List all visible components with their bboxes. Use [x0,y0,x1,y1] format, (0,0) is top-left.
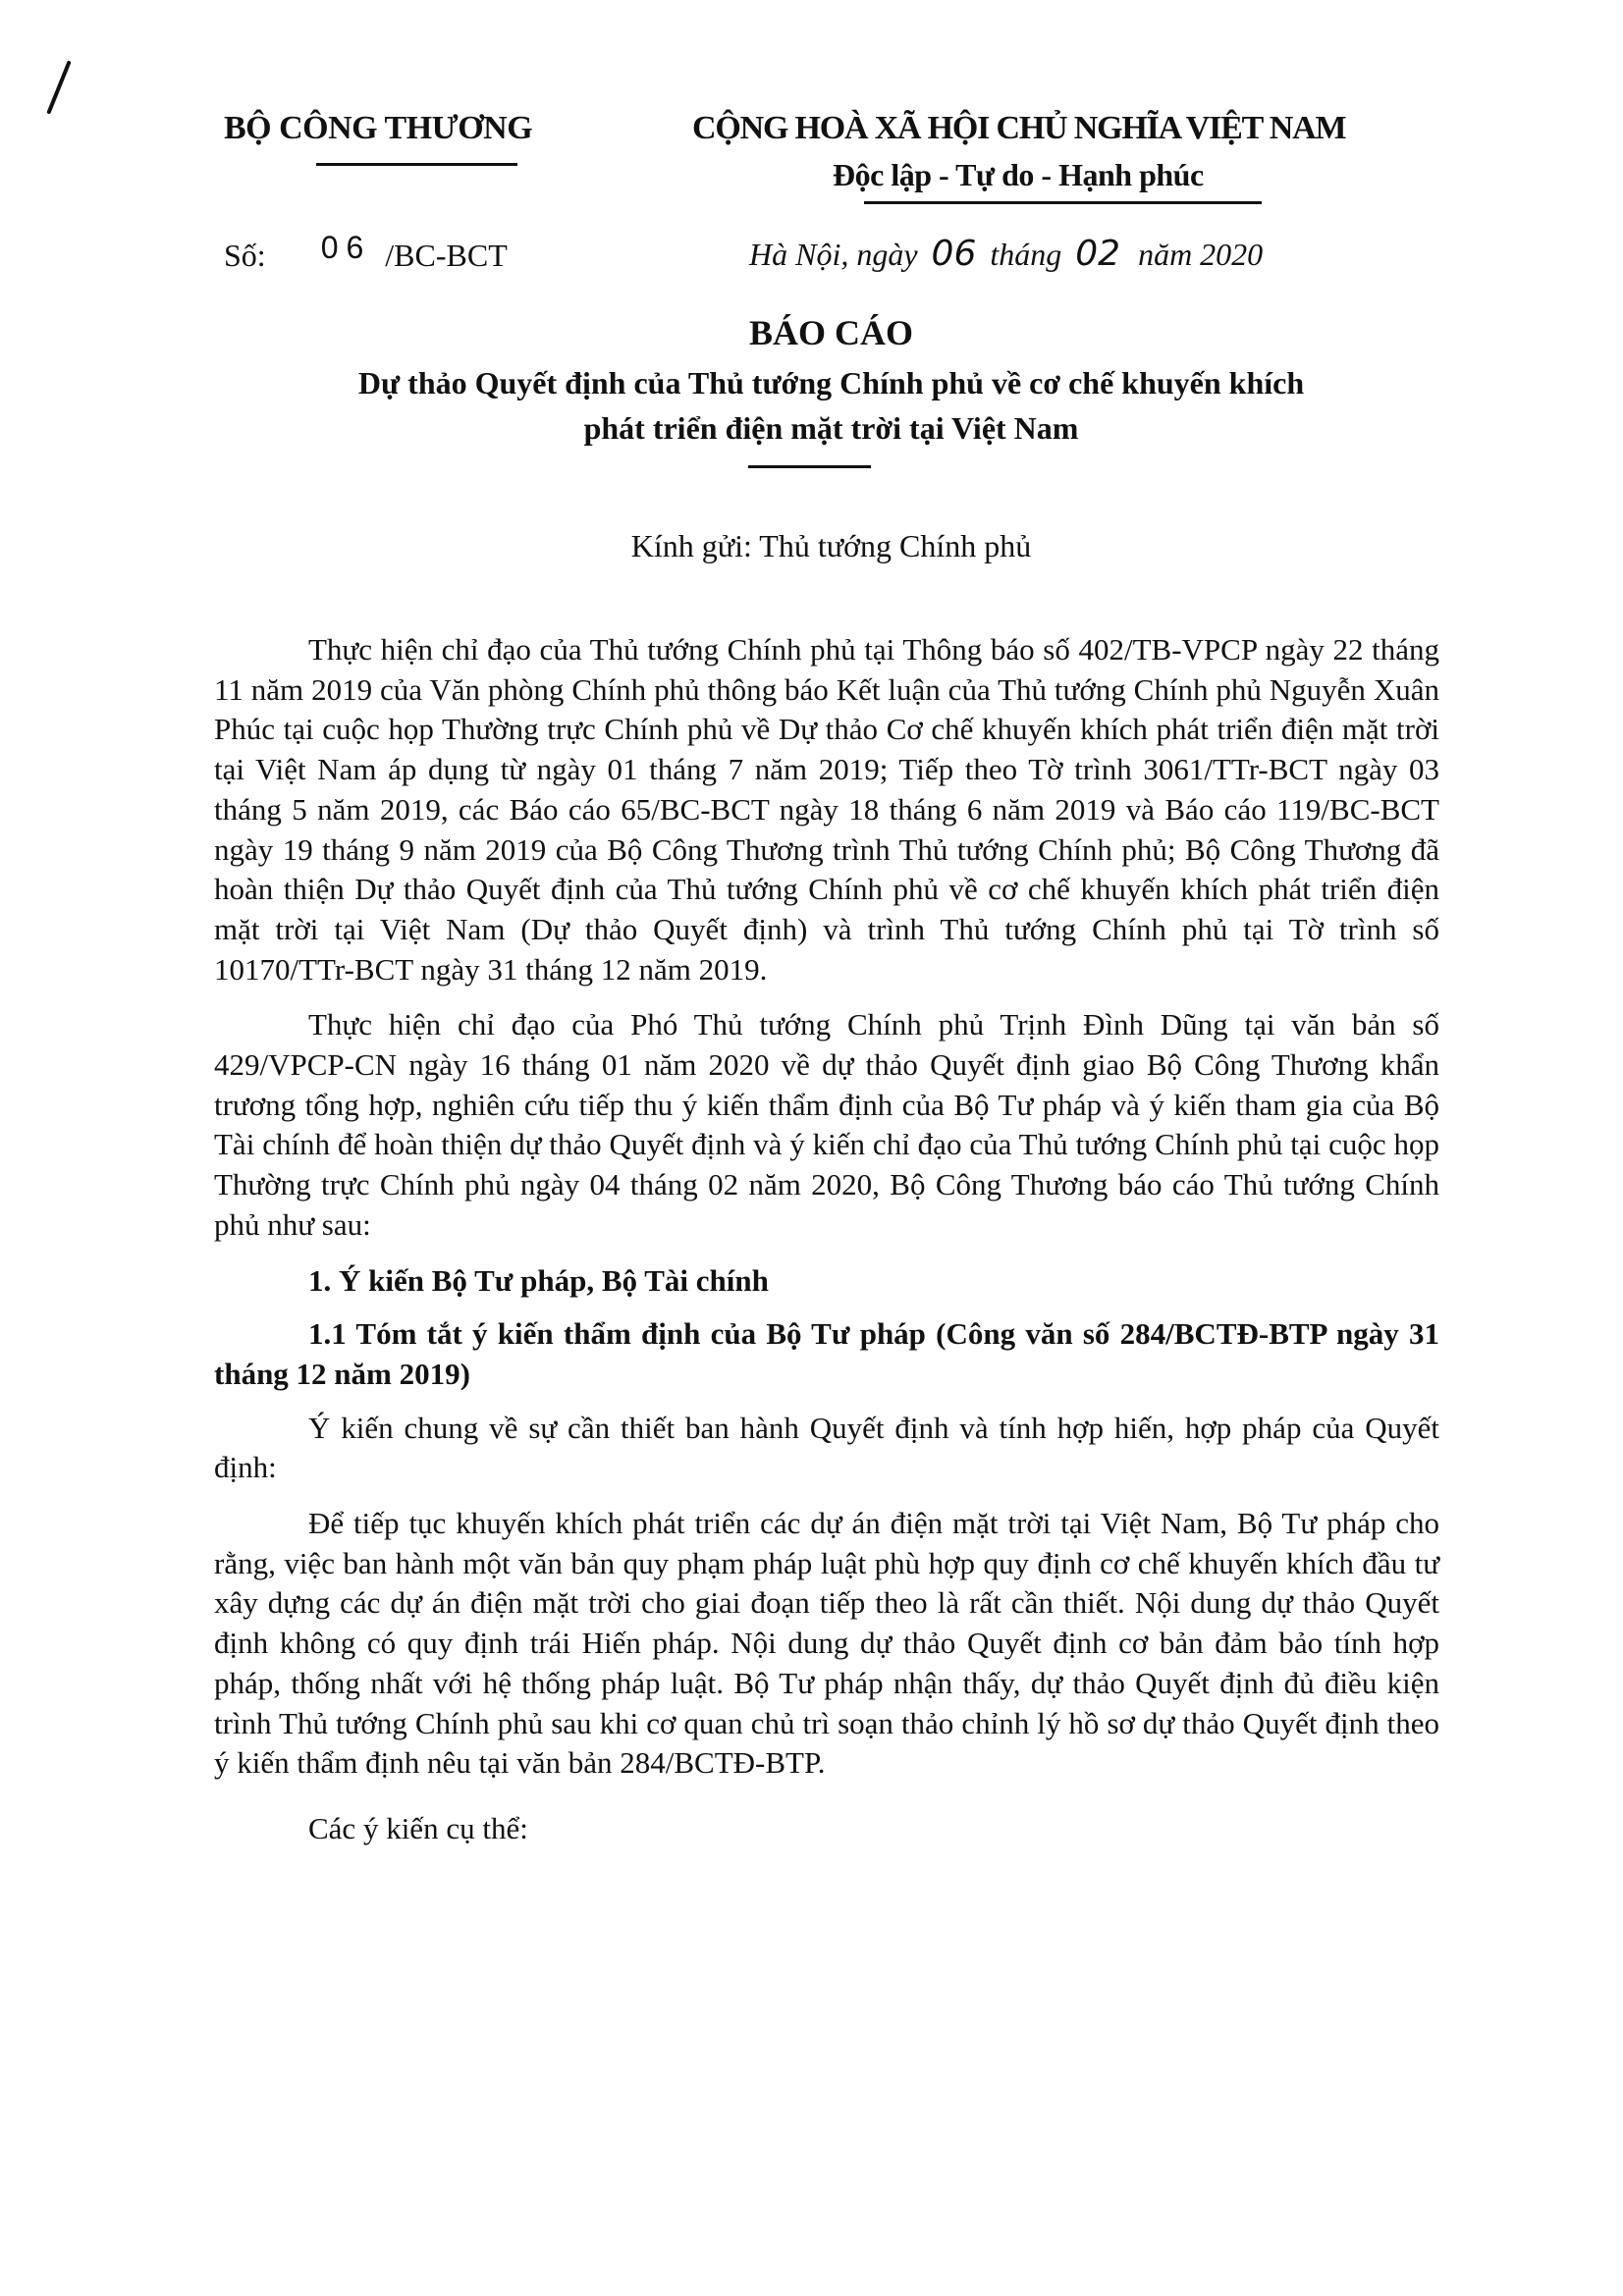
date-day: 06 [931,234,977,274]
document-title: BÁO CÁO [748,313,913,352]
doc-number-suffix: /BC-BCT [385,238,508,273]
agency-underline [316,163,517,166]
paragraph-background-2: Thực hiện chỉ đạo của Phó Thủ tướng Chính phủ Trịnh Đình Dũng tại văn bản số 429/VPCP-CN ngày 16 tháng 01 năm 2020 về dự thảo Quyết định giao Bộ Công Thương khẩn trương tổng hợp, nghiên cứu tiếp thu ý kiến thẩm định của Bộ Tư pháp và ý kiến tham gia của Bộ Tài chính để hoàn thiện dự thảo Quyết định và ý kiến chỉ đạo của Thủ tướng Chính phủ tại cuộc họp Thường trực Chính phủ ngày 04 tháng 02 năm 2020, Bộ Công Thương báo cáo Thủ tướng Chính phủ như sau: [214,1007,1439,1242]
doc-number-label: Số: [224,238,266,273]
salutation: Kính gửi: Thủ tướng Chính phủ [630,528,1032,563]
paragraph-ministry-of-justice-view: Để tiếp tục khuyến khích phát triển các dự án điện mặt trời tại Việt Nam, Bộ Tư pháp cho rằng, việc ban hành một văn bản quy phạm pháp luật phù hợp quy định cơ chế khuyến khích đầu tư xây dựng các dự án điện mặt trời cho giai đoạn tiếp theo là rất cần thiết. Nội dung dự thảo Quyết định không có quy định trái Hiến pháp. Nội dung dự thảo Quyết định cơ bản đảm bảo tính hợp pháp, thống nhất với hệ thống pháp luật. Bộ Tư pháp nhận thấy, dự thảo Quyết định đủ điều kiện trình Thủ tướng Chính phủ sau khi cơ quan chủ trì soạn thảo chỉnh lý hồ sơ dự thảo Quyết định theo ý kiến thẩm định nêu tại văn bản 284/BCTĐ-BTP. [214,1506,1439,1781]
document-subtitle-line1: Dự thảo Quyết định của Thủ tướng Chính phủ về cơ chế khuyến khích [357,365,1305,400]
national-motto: Độc lập - Tự do - Hạnh phúc [833,157,1204,192]
country-name: CỘNG HOÀ XÃ HỘI CHỦ NGHĨA VIỆT NAM [692,110,1346,146]
handwritten-slash-mark [46,60,71,114]
date-prefix: Hà Nội, ngày [749,237,918,272]
paragraph-background-1: Thực hiện chỉ đạo của Thủ tướng Chính phủ tại Thông báo số 402/TB-VPCP ngày 22 tháng 11 năm 2019 của Văn phòng Chính phủ thông báo Kết luận của Thủ tướng Chính phủ Nguyễn Xuân Phúc tại cuộc họp Thường trực Chính phủ về Dự thảo Cơ chế khuyến khích phát triển điện mặt trời tại Việt Nam áp dụng từ ngày 01 tháng 7 năm 2019; Tiếp theo Tờ trình 3061/TTr-BCT ngày 03 tháng 5 năm 2019, các Báo cáo 65/BC-BCT ngày 18 tháng 6 năm 2019 và Báo cáo 119/BC-BCT ngày 19 tháng 9 năm 2019 của Bộ Công Thương trình Thủ tướng Chính phủ; Bộ Công Thương đã hoàn thiện Dự thảo Quyết định của Thủ tướng Chính phủ về cơ chế khuyến khích phát triển điện mặt trời tại Việt Nam (Dự thảo Quyết định) và trình Thủ tướng Chính phủ tại Tờ trình số 10170/TTr-BCT ngày 31 tháng 12 năm 2019. [214,632,1439,987]
title-divider [748,465,871,468]
motto-underline [864,201,1262,204]
document-body [214,630,1439,1865]
paragraph-specific-opinions-intro: Các ý kiến cụ thể: [308,1810,528,1845]
issue-date [749,234,1263,274]
doc-number-line [224,230,508,274]
section-heading-1-1: 1.1 Tóm tắt ý kiến thẩm định của Bộ Tư pháp (Công văn số 284/BCTĐ-BTP ngày 31 tháng 12 năm 2019) [214,1316,1439,1391]
doc-number-value: 06 [320,230,372,265]
paragraph-general-opinion: Ý kiến chung về sự cần thiết ban hành Quyết định và tính hợp hiến, hợp pháp của Quyết định: [214,1410,1439,1485]
agency-name: BỘ CÔNG THƯƠNG [224,110,533,146]
date-month: 02 [1075,234,1121,274]
date-year: năm 2020 [1138,237,1264,272]
section-heading-1: 1. Ý kiến Bộ Tư pháp, Bộ Tài chính [308,1262,769,1298]
document-subtitle-line2: phát triển điện mặt trời tại Việt Nam [583,410,1079,446]
date-month-label: tháng [990,237,1062,272]
